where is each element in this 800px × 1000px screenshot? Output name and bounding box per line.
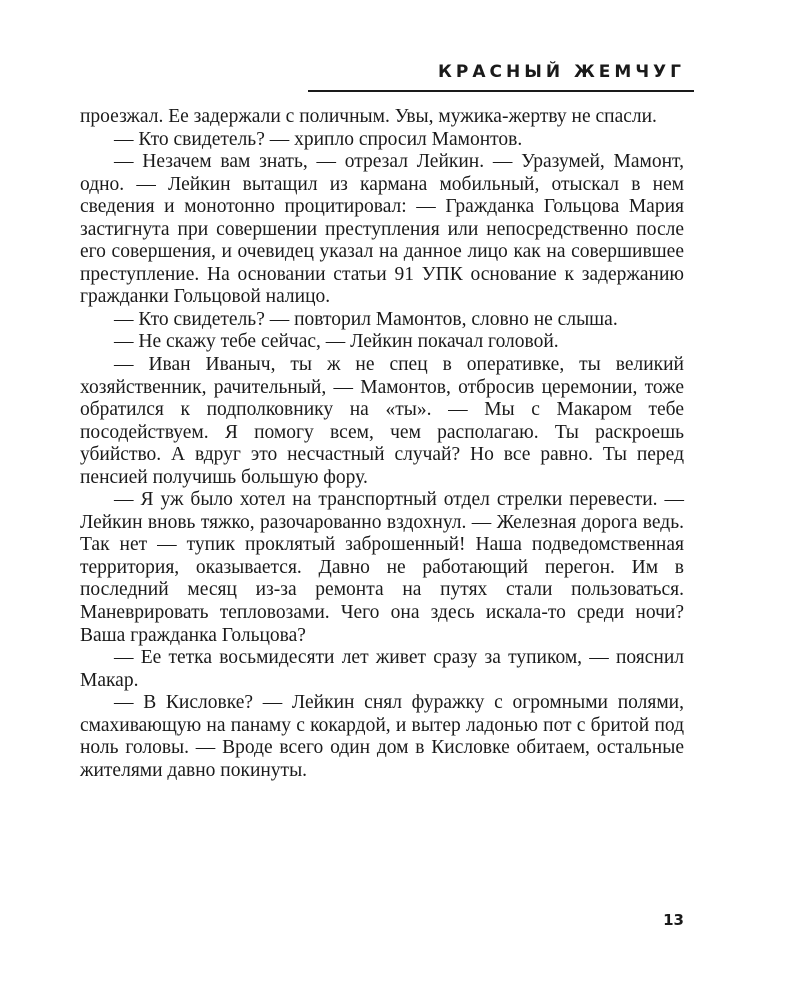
paragraph: — Незачем вам знать, — отрезал Лейкин. — Уразумей, Мамонт, одно. — Лейкин вытащил из кармана мобильный, отыскал в нем сведения и монотонно процитировал: — Гражданка Гольцова Мария застигнута при совершении преступления или непосредственно после его совершения, и очевидец указал на данное лицо как на совершившее преступление. На основании статьи 91 УПК основание к задержанию гражданки Гольцовой налицо.	[80, 151, 684, 308]
paragraph: — Кто свидетель? — повторил Мамонтов, словно не слыша.	[114, 308, 618, 330]
paragraph: проезжал. Ее задержали с поличным. Увы, мужика-жертву не спасли.	[80, 106, 657, 127]
paragraph: — Я уж было хотел на транспортный отдел стрелки перевести. — Лейкин вновь тяжко, разочарованно вздохнул. — Железная дорога ведь. Так нет — тупик проклятый заброшенный! Наша подведомственная территория, оказывается. Давно не работающий перегон. Им в последний месяц из-за ремонта на путях стали пользоваться. Маневрировать тепловозами. Чего она здесь искала-то среди ночи? Ваша гражданка Гольцова?	[80, 489, 684, 646]
body-text	[80, 106, 684, 782]
paragraph: — Кто свидетель? — хрипло спросил Мамонтов.	[114, 128, 523, 150]
paragraph: — В Кисловке? — Лейкин снял фуражку с огромными полями, смахивающую на панаму с кокардой, и вытер ладонью пот с бритой под ноль головы. — Вроде всего один дом в Кисловке обитаем, остальные жителями давно покинуты.	[80, 692, 684, 781]
paragraph: — Не скажу тебе сейчас, — Лейкин покачал головой.	[114, 331, 559, 353]
header-rule	[308, 90, 694, 92]
paragraph: — Иван Иваныч, ты ж не спец в оперативке, ты великий хозяйственник, рачительный, — Мамонтов, отбросив церемонии, тоже обратился к подполковнику на «ты». — Мы с Макаром тебе посодействуем. Я помогу всем, чем располагаю. Ты раскроешь убийство. А вдруг это несчастный случай? Но все равно. Ты перед пенсией получишь большую фору.	[80, 354, 684, 488]
page-number: 13	[663, 911, 684, 929]
paragraph: — Ее тетка восьмидесяти лет живет сразу за тупиком, — пояснил Макар.	[80, 647, 684, 691]
running-title: КРАСНЫЙ ЖЕМЧУГ	[438, 62, 685, 82]
